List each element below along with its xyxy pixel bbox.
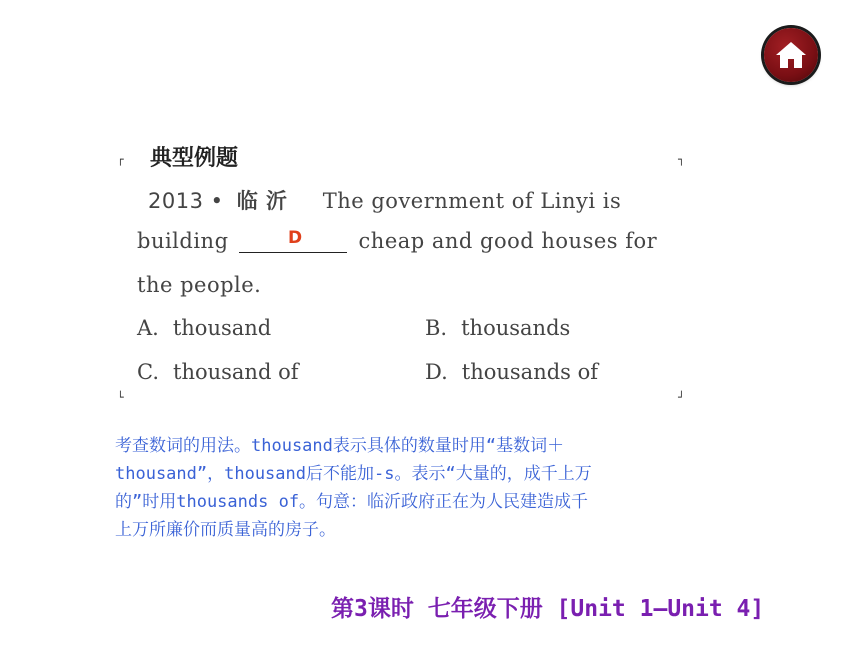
option-text: thousands [461,316,571,340]
explanation-line: 考查数词的用法。thousand表示具体的数量时用“基数词＋ [115,436,565,456]
option-label: C. [137,360,159,384]
question-city: 临 沂 [236,189,288,213]
option-label: A. [137,316,159,340]
frame-corner-bottom-right: ┘ [678,391,685,404]
option-b [425,316,570,340]
question-separator: • [210,189,224,213]
option-c [137,360,299,384]
lesson-footer: 第3课时 七年级下册 [Unit 1—Unit 4] [331,596,765,622]
frame-corner-bottom-left: └ [117,391,124,404]
home-icon [774,40,808,70]
option-d [425,360,598,384]
explanation [115,432,705,544]
frame-corner-top-right: ┐ [678,153,685,166]
option-label: B. [425,316,448,340]
option-label: D. [425,360,448,384]
explanation-line: 的”时用thousands of。句意：临沂政府正在为人民建造成千 [115,492,589,512]
option-a [137,316,271,340]
example-heading: 典型例题 [150,146,239,171]
answer-letter: D [288,228,303,248]
question-year: 2013 [148,189,204,213]
question-line-1 [148,185,621,215]
question-line-2 [137,229,657,253]
question-text-part2-pre: building [137,229,229,253]
option-text: thousand [172,316,272,340]
explanation-line: 上万所廉价而质量高的房子。 [115,520,336,540]
option-text: thousands of [461,360,599,384]
explanation-line: thousand”，thousand后不能加-s。表示“大量的，成千上万 [115,464,592,484]
home-button[interactable] [764,28,818,82]
option-text: thousand of [173,360,299,384]
question-text-part3: the people. [137,273,262,297]
frame-corner-top-left: ┌ [117,153,124,166]
question-text-part1: The government of Linyi is [322,189,622,213]
question-text-part2-post: cheap and good houses for [358,229,658,253]
